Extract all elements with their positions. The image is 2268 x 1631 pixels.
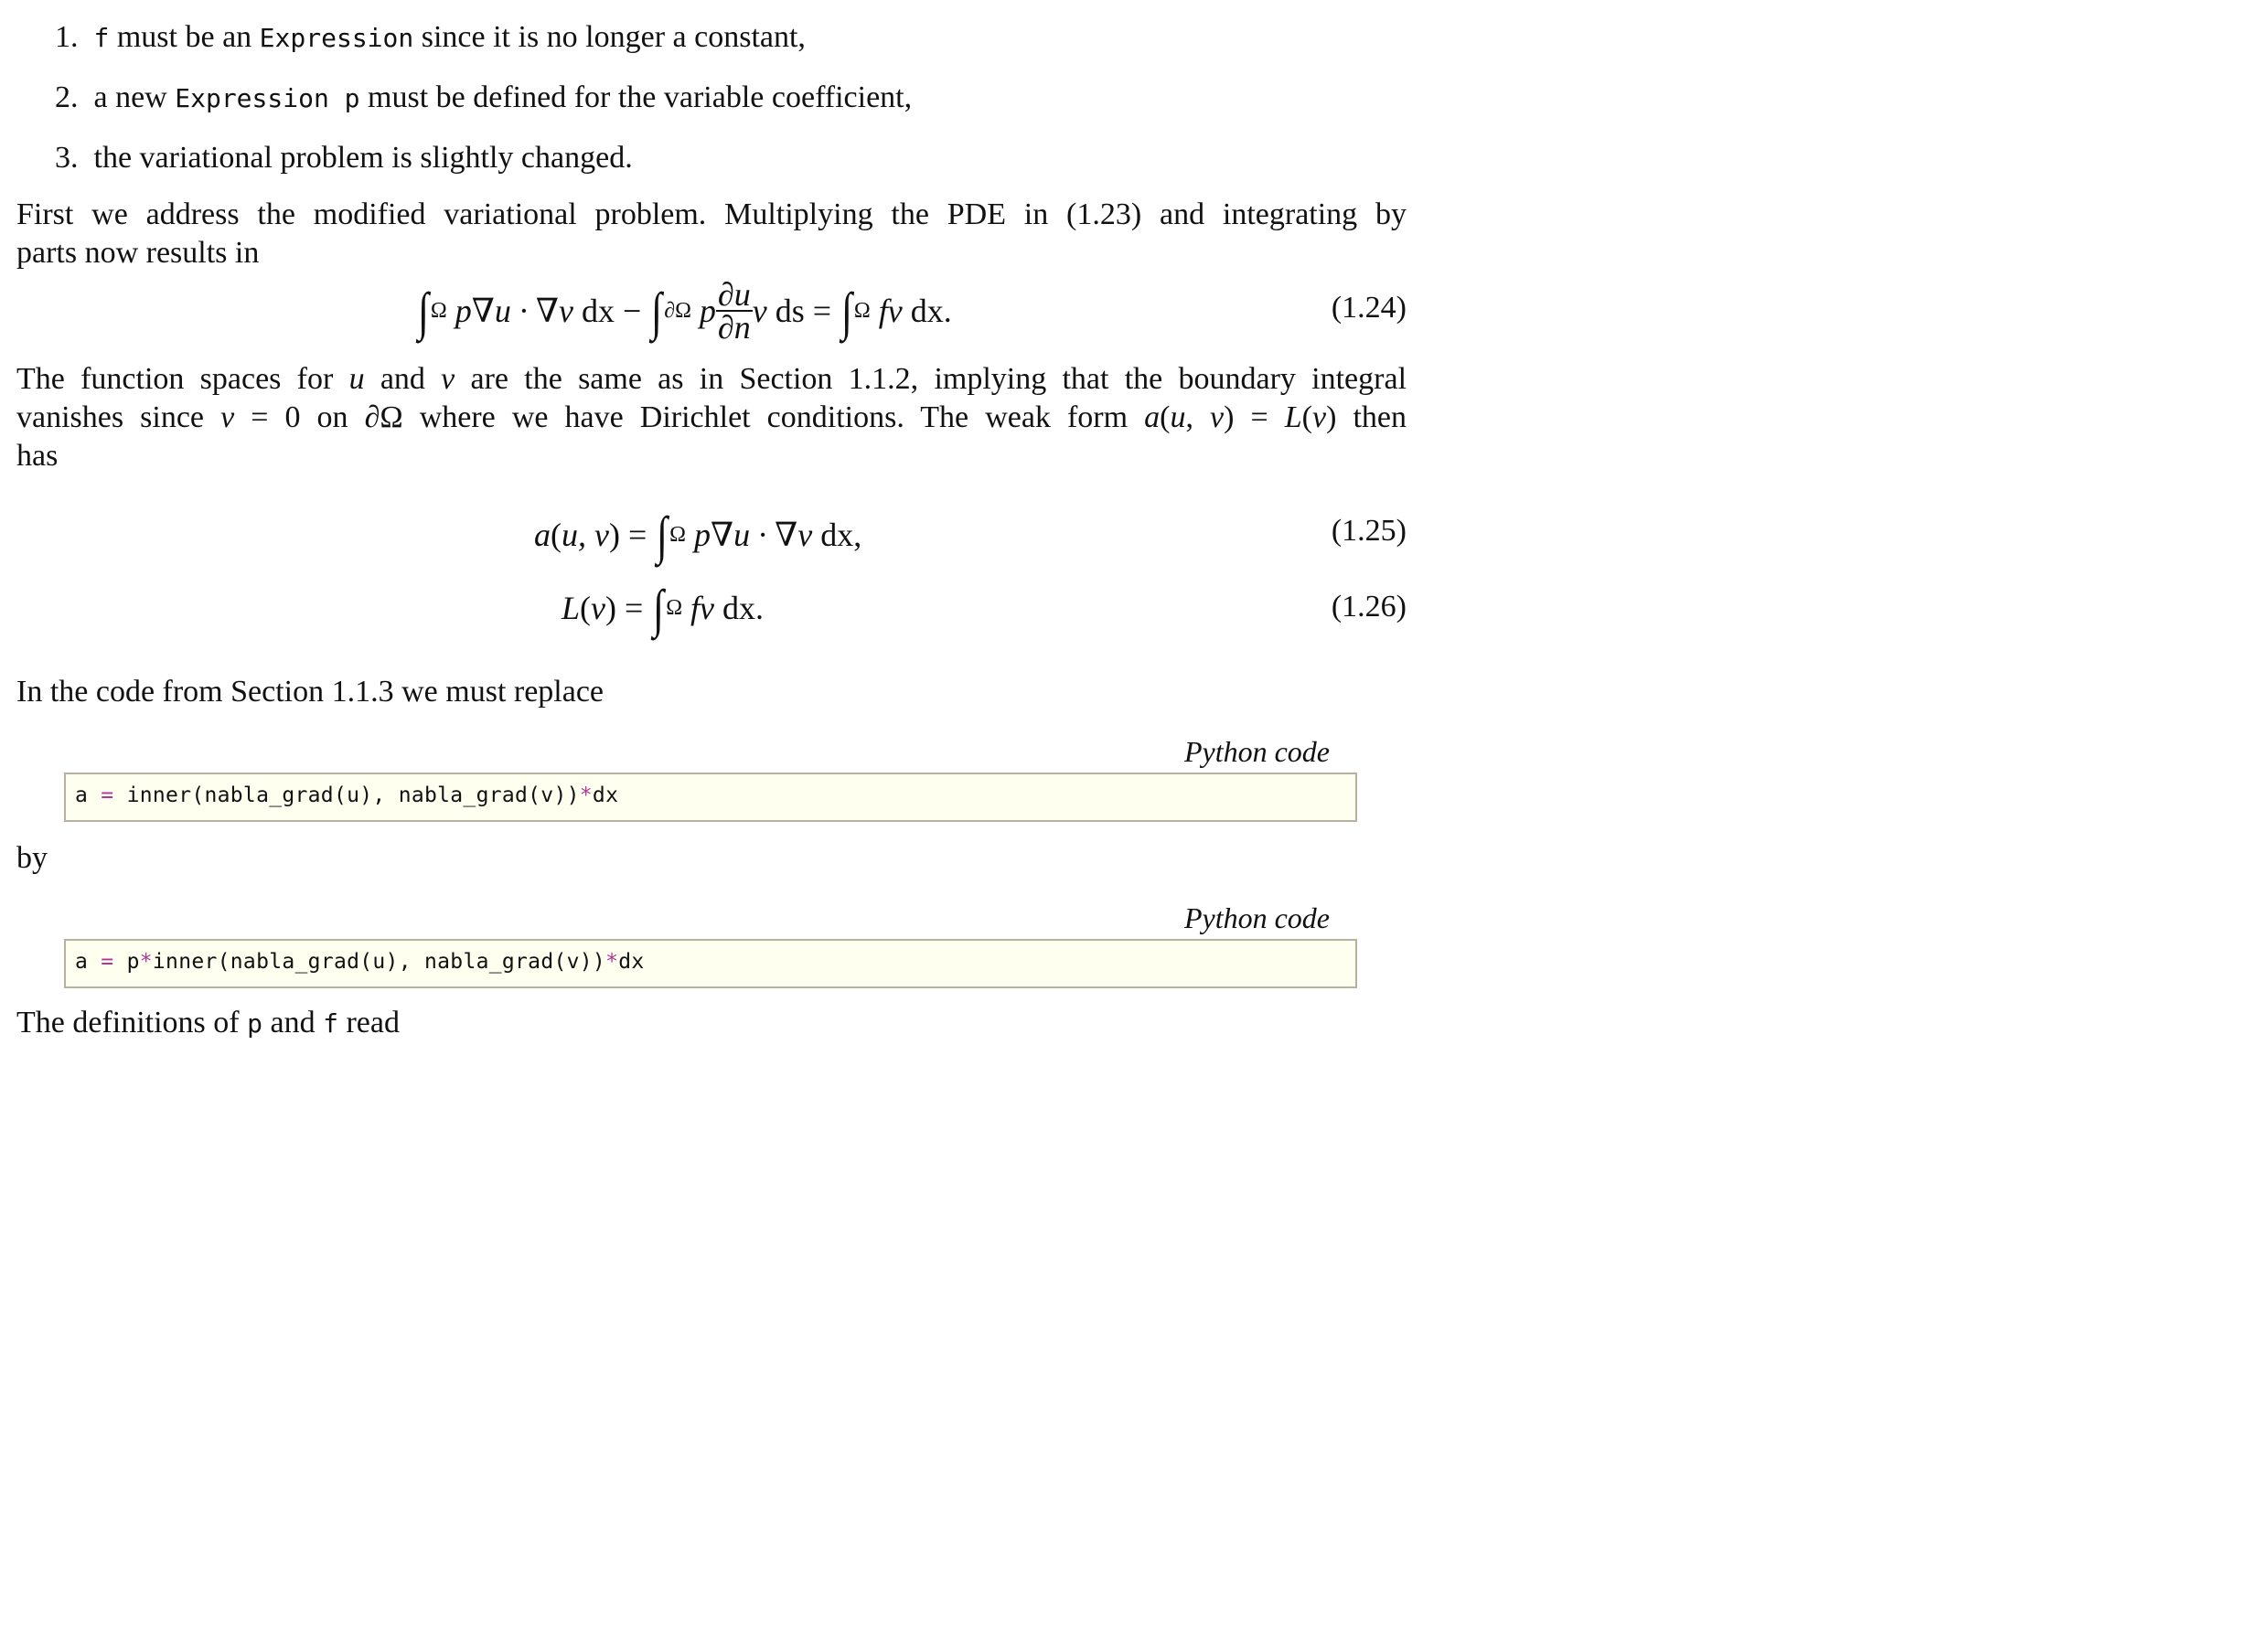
text: and bbox=[364, 362, 442, 396]
inline-code: Expression p bbox=[175, 83, 360, 113]
list-text: the variational problem is slightly changed. bbox=[93, 141, 633, 175]
list-number: 3. bbox=[55, 141, 79, 175]
text: and bbox=[262, 1006, 324, 1039]
equation-number: (1.26) bbox=[1331, 590, 1407, 624]
paragraph-line: The function spaces for u and v are the same as in Section 1.1.2, implying that the boundary integral bbox=[16, 362, 1407, 396]
text: then bbox=[1336, 400, 1407, 434]
paragraph-line: has bbox=[16, 439, 59, 473]
code-label: Python code bbox=[1183, 901, 1330, 934]
list-item-1 bbox=[55, 18, 806, 58]
code-line: a = inner(nabla_grad(u), nabla_grad(v))*dx bbox=[75, 784, 619, 807]
inline-code: Expression bbox=[259, 23, 414, 53]
list-text: must be defined for the variable coefficient, bbox=[359, 80, 913, 114]
text: are the same as in Section 1.1.2, implying that the boundary integral bbox=[455, 362, 1407, 396]
code-block bbox=[64, 773, 1357, 822]
list-text: since it is no longer a constant, bbox=[413, 20, 806, 54]
paragraph-line: vanishes since v = 0 on ∂Ω where we have Dirichlet conditions. The weak form a(u, v) = L(v) then bbox=[16, 400, 1407, 434]
list-text: a new bbox=[93, 80, 176, 114]
paragraph-line: In the code from Section 1.1.3 we must replace bbox=[16, 675, 604, 709]
code-line: a = p*inner(nabla_grad(u), nabla_grad(v))*dx bbox=[75, 950, 645, 974]
paragraph-line bbox=[16, 1004, 400, 1043]
text: The definitions of bbox=[16, 1006, 248, 1039]
text: = 0 on ∂Ω where we have Dirichlet conditions. The weak form bbox=[234, 400, 1145, 434]
text: vanishes since bbox=[16, 400, 221, 434]
equation-1-24: ∫ Ω p∇u · ∇v dx − ∫ ∂Ω p $\frac{\partial u}{\partial n}$ v ds = ∫ Ω fv dx. bbox=[417, 276, 952, 346]
list-number: 2. bbox=[55, 80, 79, 114]
list-item-2 bbox=[55, 79, 912, 118]
equation-number: (1.25) bbox=[1331, 514, 1407, 548]
text: read bbox=[337, 1006, 400, 1039]
text: The function spaces for bbox=[16, 362, 349, 396]
code-label: Python code bbox=[1183, 735, 1330, 768]
paragraph-line: parts now results in bbox=[16, 236, 260, 270]
list-number: 1. bbox=[55, 20, 79, 54]
paragraph-line: First we address the modified variational problem. Multiplying the PDE in (1.23) and integrating by bbox=[16, 197, 1407, 231]
list-item-3 bbox=[55, 139, 633, 177]
equation-1-25: a ( u, v ) = ∫ Ω p∇u · ∇v dx, bbox=[534, 505, 862, 565]
inline-code: p bbox=[247, 1008, 262, 1039]
code-block bbox=[64, 939, 1357, 988]
list-text: must be an bbox=[109, 20, 260, 54]
inline-code: f bbox=[323, 1008, 338, 1039]
equation-number: (1.24) bbox=[1331, 291, 1407, 325]
paragraph-line: by bbox=[16, 841, 48, 875]
equation-1-26: L ( v ) = ∫ Ω fv dx. bbox=[562, 578, 765, 638]
inline-code: f bbox=[93, 23, 110, 53]
